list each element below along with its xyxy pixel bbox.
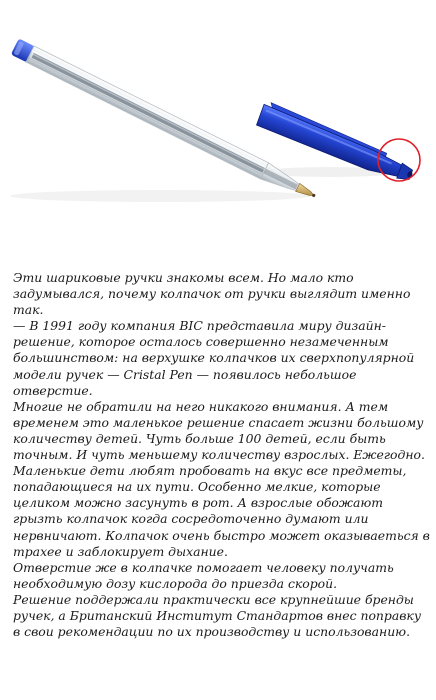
article-text bbox=[13, 270, 431, 640]
paragraph-bic-1991: — В 1991 году компания BIC представила миру дизайн-решение, которое осталось совершенно незамеченным большинством: на верхушке колпачков их сверхпопулярной модели ручек — Cristal Pen — появилось небольшое отверстие. bbox=[13, 318, 415, 398]
paragraph-children: Маленькие дети любят пробовать на вкус все предметы, попадающиеся на их пути. Особенно мелкие, которые целиком можно засунуть в рот. А взрослые обожают грызть колпачок когда сосредоточенно думают или нервничают. Колпачок очень быстро может оказываеться в трахее и заблокирует дыхание. bbox=[13, 463, 430, 559]
paragraph-standards: Решение поддержали практически все крупнейшие бренды ручек, а Британский Институт Стандартов внес поправку в свои рекомендации по их производству и использованию. bbox=[13, 591, 422, 640]
bic-pen-illustration bbox=[0, 0, 436, 262]
paragraph-hole-purpose: Отверстие же в колпачке помогает человеку получать необходимую дозу кислорода до приезда скорой. bbox=[13, 559, 394, 591]
pen-shadow bbox=[10, 190, 310, 202]
pen-photo bbox=[0, 0, 436, 262]
paragraph-saves-lives: Многие не обратили на него никакого внимания. А тем временем это маленькое решение спасает жизни большому количеству детей. Чуть больше 100 детей, если быть точным. И чуть меньшему количеству взрослых. Ежегодно. bbox=[13, 398, 425, 463]
paragraph-intro: Эти шариковые ручки знакомы всем. Но мало кто задумывался, почему колпачок от ручки выглядит именно так. bbox=[13, 270, 411, 318]
